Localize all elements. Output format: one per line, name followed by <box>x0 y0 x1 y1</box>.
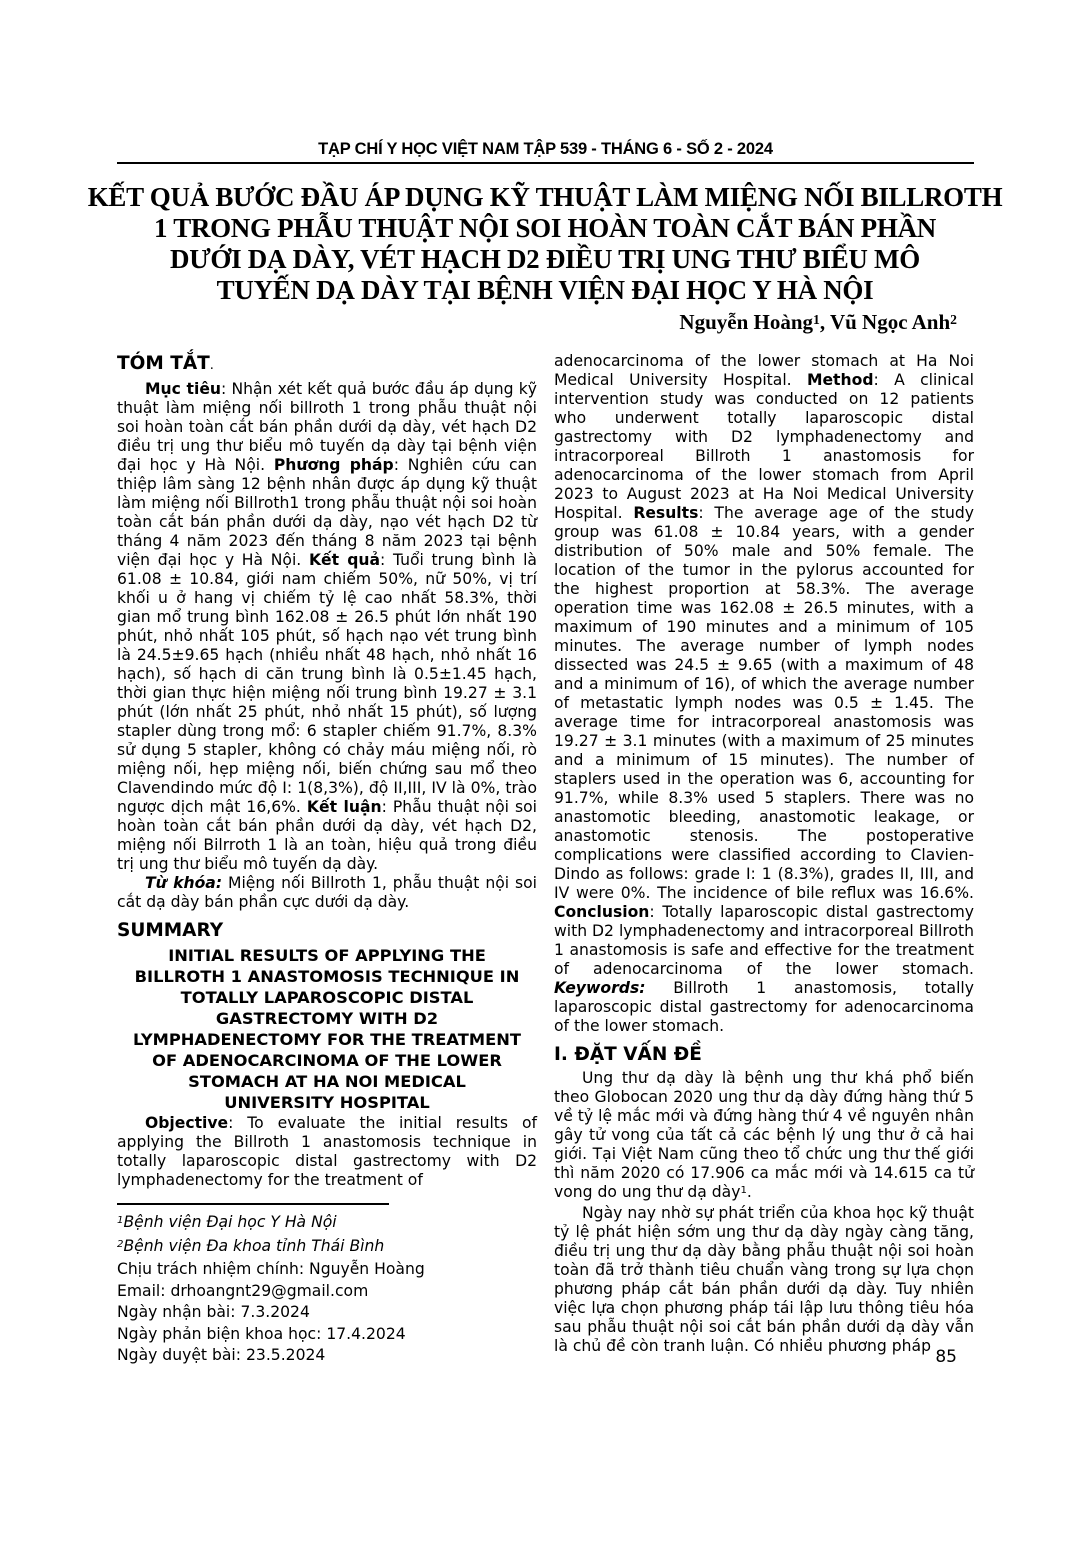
footnote-lines <box>117 1212 537 1367</box>
text-run: adenocarcinoma of the lower stomach at Ha Noi Medical University Hospital. <box>554 352 974 389</box>
abstract-paragraph <box>117 380 537 874</box>
text-run: Bệnh viện Đại học Y Hà Nội <box>123 1213 337 1231</box>
text-run: Bệnh viện Đa khoa tỉnh Thái Bình <box>123 1236 385 1255</box>
text-run: Objective <box>145 1114 229 1132</box>
text-run: 1 <box>740 1185 747 1197</box>
text-run: Ngày nay nhờ sự phát triển của khoa học kỹ thuật tỷ lệ phát hiện sớm ung thư dạ dày ngày càng tăng, điều trị ung thư dạ dày bằng phẫu thuật nội soi hoàn toàn đã trở thành tiêu chuẩn vàng trong sự lựa chọn phương pháp cắt bán phần dưới dạ dày. Tuy nhiên việc lựa chọn phương pháp tái lập lưu thông tiêu hóa sau phẫu thuật nội soi cắt bán phần dưới dạ dày vẫn là chủ đề còn tranh luận. Có nhiều phương pháp <box>554 1204 974 1355</box>
summary-continuation-paragraph <box>554 352 974 1036</box>
page-number: 85 <box>935 1347 957 1367</box>
left-column <box>117 352 537 1367</box>
footnote-block <box>117 1203 537 1367</box>
text-run: 2 <box>950 311 957 327</box>
text-run: Results <box>633 504 699 522</box>
text-run: : Tuổi trung bình là 61.08 ± 10.84, giới nam chiếm 50%, nữ 50%, vị trí khối u ở hang vị chiếm tỷ lệ cao nhất 58.3%, thời gian mổ trung bình 162.08 ± 26.5 phút lớn nhất 190 phút, nhỏ nhất 105 phút, số hạch nạo vét trung bình là 24.5±9.65 hạch (nhiều nhất 48 hạch, nhỏ nhất 16 hạch), số hạch di căn trung bình là 0.5±1.45 hạch, thời gian thực hiện miệng nối trung bình 19.27 ± 3.1 phút (lớn nhất 25 phút, nhỏ nhất 15 phút), số lượng stapler dùng trong mổ: 6 stapler chiếm 91.7%, 8.3% sử dụng 5 stapler, không có chảy máu miệng nối, rò miệng nối, hẹp miệng nối, biến chứng sau mổ theo Clavendindo mức độ I: 1(8,3%), độ II,III, IV là 0%, trào ngược dịch mật 16,6%. <box>117 551 537 816</box>
text-line: TUYẾN DẠ DÀY TẠI BỆNH VIỆN ĐẠI HỌC Y HÀ NỘI <box>216 275 874 305</box>
text-run: : To evaluate the initial results of applying the Billroth 1 anastomosis technique in totally laparoscopic distal gastrectomy with D2 lymphadenectomy for the treatment of <box>117 1114 537 1189</box>
journal-header <box>117 140 974 164</box>
text-run: Kết luận <box>306 798 382 816</box>
text-run: . <box>209 358 214 373</box>
journal-header-text: TẠP CHÍ Y HỌC VIỆT NAM TẬP 539 - THÁNG 6 - SỐ 2 - 2024 <box>318 140 773 158</box>
text-line: 1 TRONG PHẪU THUẬT NỘI SOI HOÀN TOÀN CẮT BÁN PHẦN <box>154 213 936 243</box>
summary-heading: SUMMARY <box>117 920 224 941</box>
text-run: Phương pháp <box>273 456 394 474</box>
text-line: KẾT QUẢ BƯỚC ĐẦU ÁP DỤNG KỸ THUẬT LÀM MIỆNG NỐI BILLROTH <box>87 182 1003 212</box>
text-run: TÓM TẮT <box>117 353 210 374</box>
text-run: Email: drhoangnt29@gmail.com <box>117 1281 369 1300</box>
footnote-divider <box>117 1203 389 1205</box>
text-run: Billroth 1 anastomosis, totally laparoscopic distal gastrectomy for adenocarcinoma of the lower stomach. <box>554 979 974 1035</box>
right-column <box>554 352 974 1367</box>
text-line: BILLROTH 1 ANASTOMOSIS TECHNIQUE IN <box>134 967 520 986</box>
introduction-paragraph-2 <box>554 1204 974 1356</box>
article-title <box>0 182 1090 306</box>
text-run: : A clinical intervention study was conducted on 12 patients who underwent totally laparoscopic distal gastrectomy with D2 lymphadenectomy and intracorporeal Billroth 1 anastomosis for adenocarcinoma of the lower stomach from April 2023 to August 2023 at Ha Noi Medical University Hospital. <box>554 371 974 522</box>
text-run: . <box>746 1183 752 1201</box>
text-run: , Vũ Ngọc Anh <box>819 310 951 334</box>
introduction-heading: I. ĐẶT VẤN ĐỀ <box>554 1044 702 1065</box>
text-run: Ung thư dạ dày là bệnh ung thư khá phổ biến theo Globocan 2020 ung thư dạ dày đứng hàng thứ 5 về tỷ lệ mắc mới và đứng hàng thứ 4 về nguyên nhân gây tử vong của tất cả các bệnh lý ung thư ở cả hai giới. Tại Việt Nam cũng theo tổ chức ung thư thế giới thì năm 2020 có 17.906 ca mắc mới và 14.615 ca tử vong do ung thư dạ dày <box>554 1069 974 1201</box>
text-run: : Nhận xét kết quả bước đầu áp dụng kỹ thuật làm miệng nối billroth 1 trong phẫu thuật nội soi hoàn toàn cắt bán phần dưới dạ dày, vét hạch D2 điều trị ung thư biểu mô tuyến dạ dày tại bệnh viện đại học y Hà Nội. <box>117 380 537 474</box>
text-line: GASTRECTOMY WITH D2 <box>215 1009 439 1028</box>
text-line <box>117 1212 537 1236</box>
text-run: 1 <box>813 311 820 327</box>
keywords-paragraph <box>117 874 537 912</box>
objective-paragraph <box>117 1114 537 1190</box>
text-line <box>117 1281 537 1303</box>
text-run: Nguyễn Hoàng <box>679 310 814 334</box>
body-columns <box>117 352 974 1367</box>
text-run: Từ khóa: <box>145 874 223 892</box>
text-line: TOTALLY LAPAROSCOPIC DISTAL <box>180 988 474 1007</box>
text-run: Keywords: <box>554 979 646 997</box>
text-line: OF ADENOCARCINOMA OF THE LOWER <box>152 1051 502 1070</box>
text-run: Mục tiêu <box>145 380 221 398</box>
text-run: Ngày phản biện khoa học: 17.4.2024 <box>117 1324 406 1343</box>
text-line <box>117 1236 537 1260</box>
text-line: INITIAL RESULTS OF APPLYING THE <box>168 946 486 965</box>
text-run: : Nghiên cứu can thiệp lâm sàng 12 bệnh nhân được áp dụng kỹ thuật làm miệng nối Billroth1 trong phẫu thuật nội soi hoàn toàn cắt bán phần dưới dạ dày, nạo vét hạch D2 từ tháng 4 năm 2023 đến tháng 8 năm 2023 tại bệnh viện đại học y Hà Nội. <box>117 456 537 569</box>
text-line <box>117 1324 537 1346</box>
text-run: 1 <box>117 1215 124 1227</box>
text-run: : Phẫu thuật nội soi hoàn toàn cắt bán phần dưới dạ dày, vét hạch D2, miệng nối Bilrroth 1 là an toàn, hiệu quả trong điều trị ung thư biểu mô tuyến dạ dày. <box>117 798 537 873</box>
text-run: Conclusion <box>554 903 650 921</box>
abstract-heading <box>117 352 537 377</box>
text-run: Ngày duyệt bài: 23.5.2024 <box>117 1346 326 1364</box>
text-run: Miệng nối Billroth 1, phẫu thuật nội soi cắt dạ dày bán phần cực dưới dạ dày. <box>117 874 537 911</box>
introduction-paragraph-1 <box>554 1069 974 1204</box>
text-run: Ngày nhận bài: 7.3.2024 <box>117 1303 310 1321</box>
text-line <box>117 1259 537 1281</box>
text-line <box>117 1345 537 1367</box>
text-run: Method <box>806 371 874 389</box>
text-line: DƯỚI DẠ DÀY, VÉT HẠCH D2 ĐIỀU TRỊ UNG THƯ BIỂU MÔ <box>170 244 920 274</box>
summary-title <box>117 945 537 1113</box>
text-run: : The average age of the study group was 61.08 ± 10.84 years, with a gender distribution of 50% male and 50% female. The location of the tumor in the pylorus accounted for the highest proportion at 58.3%. The average operation time was 162.08 ± 26.5 minutes, with a maximum of 190 minutes and a minimum of 105 minutes. The average number of lymph nodes dissected was 24.5 ± 9.65 (with a maximum of 48 and a minimum of 16), of which the average number of metastatic lymph nodes was 0.5 ± 1.45. The average time for intracorporeal anastomosis was 19.27 ± 3.1 minutes (with a maximum of 25 minutes and a minimum of 15 minutes). The number of staplers used in the operation was 6, accounting for 91.7%, while 8.3% used 5 staplers. There was no anastomotic bleeding, anastomotic leakage, or anastomotic stenosis. The postoperative complications were classified according to Clavien-Dindo as follows: grade I: 1 (8.3%), grades II, III, and IV were 0%. The incidence of bile reflux was 16.6%. <box>554 504 974 902</box>
text-line: STOMACH AT HA NOI MEDICAL <box>188 1072 466 1091</box>
text-line: LYMPHADENECTOMY FOR THE TREATMENT <box>133 1030 521 1049</box>
text-run: Kết quả <box>308 551 380 569</box>
authors-line <box>117 310 957 337</box>
text-run: : Totally laparoscopic distal gastrectomy with D2 lymphadenectomy and intracorporeal Billroth 1 anastomosis is safe and effective for the treatment of adenocarcinoma of the lower stomach. <box>554 903 974 978</box>
text-run: 2 <box>117 1238 124 1250</box>
text-line: UNIVERSITY HOSPITAL <box>224 1093 430 1112</box>
text-line <box>117 1302 537 1324</box>
text-run: Chịu trách nhiệm chính: Nguyễn Hoàng <box>117 1260 425 1278</box>
